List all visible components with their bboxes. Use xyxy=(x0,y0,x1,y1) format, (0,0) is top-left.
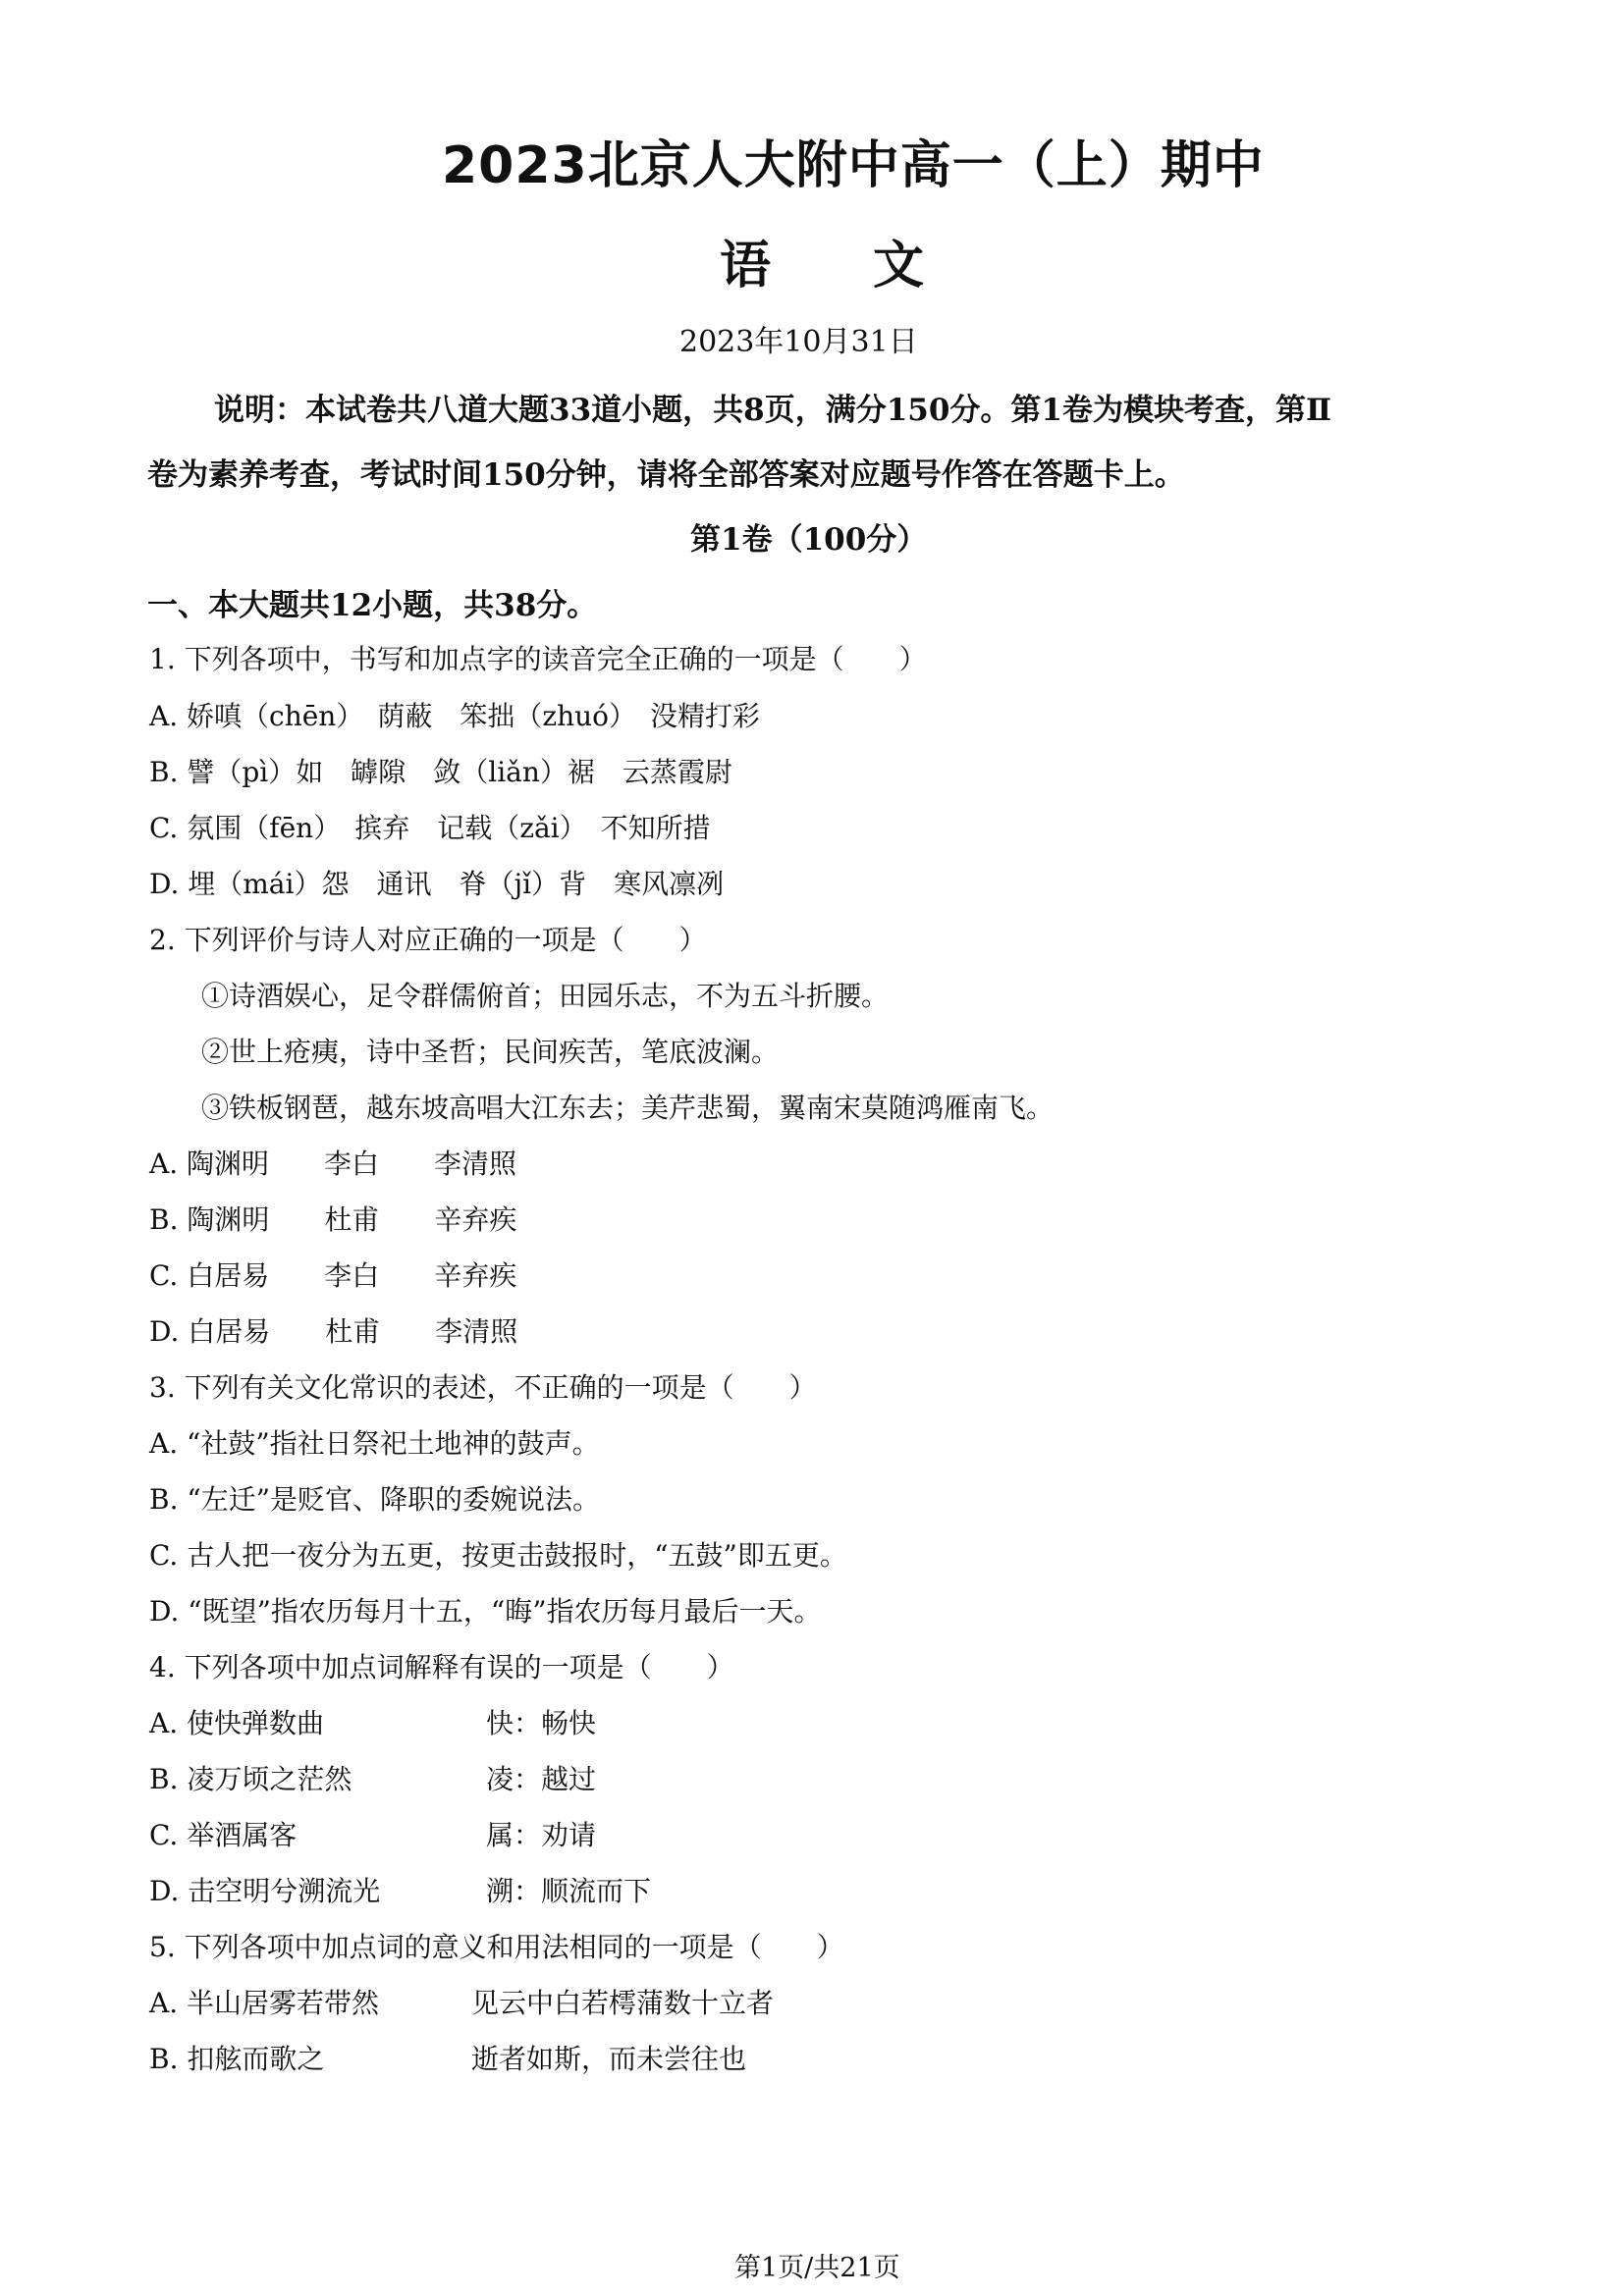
q4-option-c: C. 举酒属客 xyxy=(149,1819,298,1851)
q1-option-a: A. 娇嗔（chēn） 荫蔽 笨拙（zhuó） 没精打彩 xyxy=(149,700,761,732)
page-footer: 第1页/共21页 xyxy=(734,2253,900,2283)
q4-explanation-d: 溯：顺流而下 xyxy=(486,1875,652,1907)
q2-quote-3: ③铁板钢琶，越东坡高唱大江东去；美芹悲蜀，翼南宋莫随鸿雁南飞。 xyxy=(201,1092,1055,1124)
section1-heading: 一、本大题共12小题，共38分。 xyxy=(147,588,598,623)
subject-title: 语 文 xyxy=(720,237,925,295)
q5-compare-a: 见云中白若樗蒲数十立者 xyxy=(471,1987,775,2019)
part1-heading: 第1卷（100分） xyxy=(690,522,928,558)
q4-explanation-c: 属：劝请 xyxy=(486,1819,597,1851)
q2-option-b: B. 陶渊明 杜甫 辛弃疾 xyxy=(149,1203,517,1236)
q2-option-c: C. 白居易 李白 辛弃疾 xyxy=(149,1259,517,1292)
question-2-stem: 2. 下列评价与诗人对应正确的一项是（ ） xyxy=(149,924,707,956)
question-1-stem: 1. 下列各项中，书写和加点字的读音完全正确的一项是（ ） xyxy=(149,643,927,675)
q4-option-a: A. 使快弹数曲 xyxy=(149,1707,325,1739)
q2-option-d: D. 白居易 杜甫 李清照 xyxy=(149,1315,518,1348)
question-3-stem: 3. 下列有关文化常识的表述，不正确的一项是（ ） xyxy=(149,1371,817,1404)
instructions-line-2: 卷为素养考查，考试时间150分钟，请将全部答案对应题号作答在答题卡上。 xyxy=(147,457,1185,493)
q3-option-d: D. “既望”指农历每月十五，“晦”指农历每月最后一天。 xyxy=(149,1595,822,1628)
q1-option-d: D. 埋（mái）怨 通讯 脊（jǐ）背 寒风凛冽 xyxy=(149,868,725,900)
q3-option-c: C. 古人把一夜分为五更，按更击鼓报时，“五鼓”即五更。 xyxy=(149,1539,847,1572)
q1-option-b: B. 譬（pì）如 罅隙 敛（liǎn）裾 云蒸霞尉 xyxy=(149,756,732,788)
q2-quote-1: ①诗酒娱心，足令群儒俯首；田园乐志，不为五斗折腰。 xyxy=(201,980,890,1012)
q5-compare-b: 逝者如斯，而未尝往也 xyxy=(471,2043,747,2075)
q3-option-a: A. “社鼓”指社日祭祀土地神的鼓声。 xyxy=(149,1427,600,1460)
q3-option-b: B. “左迁”是贬官、降职的委婉说法。 xyxy=(149,1483,601,1516)
q5-option-b: B. 扣舷而歌之 xyxy=(149,2043,325,2075)
question-4-stem: 4. 下列各项中加点词解释有误的一项是（ ） xyxy=(149,1651,734,1683)
q4-option-d: D. 击空明兮溯流光 xyxy=(149,1875,381,1907)
q4-explanation-a: 快：畅快 xyxy=(486,1707,597,1739)
q2-option-a: A. 陶渊明 李白 李清照 xyxy=(149,1148,517,1180)
q4-option-b: B. 凌万顷之茫然 xyxy=(149,1763,352,1795)
q1-option-c: C. 氛围（fēn） 摈弃 记载（zǎi） 不知所措 xyxy=(149,812,711,844)
instructions-line-1: 说明：本试卷共八道大题33道小题，共8页，满分150分。第1卷为模块考查，第Ⅱ xyxy=(214,393,1332,428)
q5-option-a: A. 半山居雾若带然 xyxy=(149,1987,380,2019)
q4-explanation-b: 凌：越过 xyxy=(486,1763,597,1795)
exam-title: 2023北京人大附中高一（上）期中 xyxy=(442,136,1265,195)
question-5-stem: 5. 下列各项中加点词的意义和用法相同的一项是（ ） xyxy=(149,1931,844,1963)
q2-quote-2: ②世上疮痍，诗中圣哲；民间疾苦，笔底波澜。 xyxy=(201,1036,780,1068)
exam-date: 2023年10月31日 xyxy=(679,325,918,359)
